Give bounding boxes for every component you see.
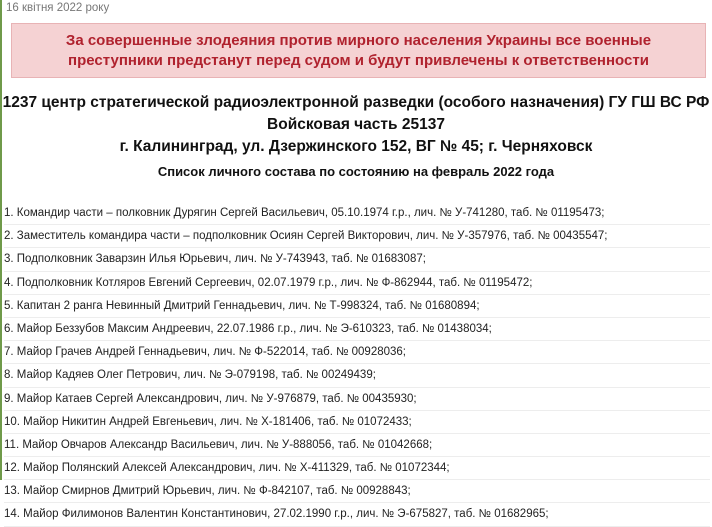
page-frame-border [0,0,2,480]
unit-name: 1237 центр стратегической радиоэлектронной разведки (особого назначения) ГУ ГШ ВС РФ [2,94,710,111]
unit-number: Войсковая часть 25137 [267,116,445,133]
list-item: 14. Майор Филимонов Валентин Константинович, 27.02.1990 г.р., лич. № Э-675827, таб. № 01682965; [4,503,710,526]
unit-address: г. Калининград, ул. Дзержинского 152, ВГ № 45; г. Черняховск [119,138,593,155]
list-item: 7. Майор Грачев Андрей Геннадьевич, лич. № Ф-522014, таб. № 00928036; [4,341,710,364]
list-item: 9. Майор Катаев Сергей Александрович, лич. № У-976879, таб. № 00435930; [4,388,710,411]
list-item: 13. Майор Смирнов Дмитрий Юрьевич, лич. № Ф-842107, таб. № 00928843; [4,480,710,503]
list-item: 4. Подполковник Котляров Евгений Сергеевич, 02.07.1979 г.р., лич. № Ф-862944, таб. № 01195472; [4,272,710,295]
list-item: 6. Майор Беззубов Максим Андреевич, 22.07.1986 г.р., лич. № Э-610323, таб. № 01438034; [4,318,710,341]
list-item: 10. Майор Никитин Андрей Евгеньевич, лич. № Х-181406, таб. № 01072433; [4,411,710,434]
warning-banner [11,23,706,78]
document-heading [0,92,712,182]
banner-line-1: За совершенные злодеяния против мирного населения Украины все военные [65,31,652,49]
list-subtitle: Список личного состава по состоянию на февраль 2022 года [157,164,555,179]
list-item: 11. Майор Овчаров Александр Васильевич, лич. № У-888056, таб. № 01042668; [4,434,710,457]
banner-line-2: преступники предстанут перед судом и будут привлечены к ответственности [68,51,649,69]
list-item: 2. Заместитель командира части – подполковник Осиян Сергей Викторович, лич. № У-357976, таб. № 00435547; [4,225,710,248]
personnel-list [4,202,710,527]
publish-date: 16 квітня 2022 року [6,2,110,14]
list-item: 1. Командир части – полковник Дурягин Сергей Васильевич, 05.10.1974 г.р., лич. № У-741280, таб. № 01195473; [4,202,710,225]
list-item: 5. Капитан 2 ранга Невинный Дмитрий Геннадьевич, лич. № Т-998324, таб. № 01680894; [4,295,710,318]
list-item: 8. Майор Кадяев Олег Петрович, лич. № Э-079198, таб. № 00249439; [4,364,710,387]
list-item: 3. Подполковник Заварзин Илья Юрьевич, лич. № У-743943, таб. № 01683087; [4,248,710,271]
list-item: 12. Майор Полянский Алексей Александрович, лич. № Х-411329, таб. № 01072344; [4,457,710,480]
